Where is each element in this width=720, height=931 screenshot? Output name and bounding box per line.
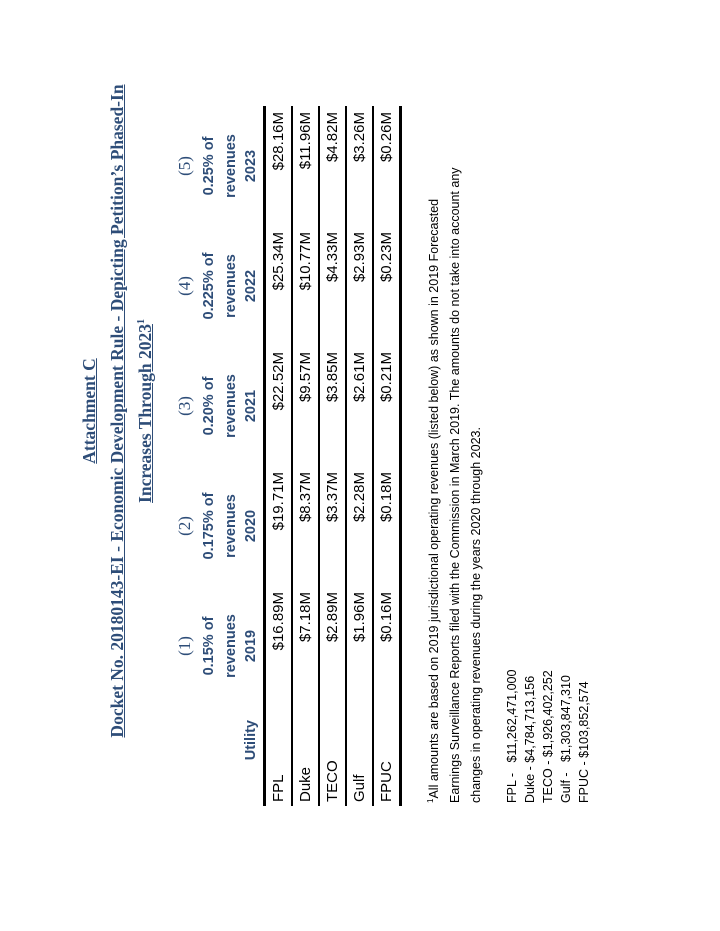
utility-name: Duke — [292, 706, 319, 806]
column-year: 2022 — [239, 226, 265, 346]
value-cell: $8.37M — [292, 466, 319, 586]
attachment-title: Attachment C — [79, 358, 99, 464]
value-cell: $3.26M — [346, 106, 373, 226]
value-cell: $0.18M — [373, 466, 401, 586]
column-year-row — [239, 106, 265, 806]
utility-name: Gulf — [346, 706, 373, 806]
list-item: FPUC - $103,852,574 — [577, 681, 591, 803]
table-row — [373, 106, 401, 806]
list-item: TECO - $1,926,402,252 — [541, 670, 555, 803]
footnote — [420, 83, 487, 803]
column-year: 2021 — [239, 346, 265, 466]
column-number: (1) — [175, 636, 194, 656]
column-number-row — [165, 106, 195, 806]
column-number: (5) — [175, 156, 194, 176]
value-cell: $22.52M — [265, 346, 293, 466]
value-cell: $19.71M — [265, 466, 293, 586]
column-unit-row — [217, 106, 239, 806]
column-unit: revenues — [223, 134, 239, 198]
column-number: (3) — [175, 396, 194, 416]
docket-title: Docket No. 20180143-EI - Economic Development Rule - Depicting Petition’s Phased-In — [107, 84, 127, 738]
value-cell: $16.89M — [265, 586, 293, 706]
revenue-increase-table — [165, 106, 402, 806]
utility-header: Utility — [239, 706, 265, 806]
value-cell: $3.85M — [319, 346, 346, 466]
title-block — [75, 0, 159, 851]
value-cell: $0.23M — [373, 226, 401, 346]
list-item: Gulf - $1,303,847,310 — [559, 675, 573, 803]
column-year: 2020 — [239, 466, 265, 586]
column-number: (2) — [175, 516, 194, 536]
utility-name: FPUC — [373, 706, 401, 806]
column-rate: 0.25% of — [201, 136, 217, 196]
value-cell: $10.77M — [292, 226, 319, 346]
value-cell: $3.37M — [319, 466, 346, 586]
value-cell: $0.21M — [373, 346, 401, 466]
value-cell: $4.33M — [319, 226, 346, 346]
list-item: Duke - $4,784,713,156 — [523, 675, 537, 803]
footnote-marker: 1 — [426, 798, 435, 803]
value-cell: $2.61M — [346, 346, 373, 466]
footnote-line: $^1$All amounts are based on 2019 jurisdictional operating revenues (listed below) as shown in 2019 Forecasted — [426, 198, 442, 803]
column-rate: 0.20% of — [201, 376, 217, 436]
column-unit: revenues — [223, 494, 239, 558]
value-cell: $9.57M — [292, 346, 319, 466]
column-year: 2019 — [239, 586, 265, 706]
column-rate: 0.225% of — [201, 252, 217, 320]
column-unit: revenues — [223, 374, 239, 438]
column-rate: 0.15% of — [201, 616, 217, 676]
table-row — [346, 106, 373, 806]
utility-name: FPL — [265, 706, 293, 806]
table-row — [265, 106, 293, 806]
value-cell: $28.16M — [265, 106, 293, 226]
column-year: 2023 — [239, 106, 265, 226]
revenue-list — [503, 670, 593, 803]
value-cell: $2.89M — [319, 586, 346, 706]
column-unit: revenues — [223, 254, 239, 318]
list-item: FPL - $11,262,471,000 — [505, 669, 519, 803]
utility-name: TECO — [319, 706, 346, 806]
value-cell: $25.34M — [265, 226, 293, 346]
value-cell: $2.28M — [346, 466, 373, 586]
value-cell: $0.16M — [373, 586, 401, 706]
footnote-line: Earnings Surveillance Reports filed with the Commission in March 2019. The amounts do not take into account any — [448, 167, 463, 803]
increases-title-line — [131, 0, 159, 851]
column-number: (4) — [175, 276, 194, 296]
column-rate: 0.175% of — [201, 492, 217, 560]
footnote-line: changes in operating revenues during the years 2020 through 2023. — [469, 427, 484, 803]
value-cell: $4.82M — [319, 106, 346, 226]
value-cell: $2.93M — [346, 226, 373, 346]
value-cell: $0.26M — [373, 106, 401, 226]
footnote-marker-title: 1 — [136, 319, 148, 325]
value-cell: $11.96M — [292, 106, 319, 226]
column-rate-row — [195, 106, 217, 806]
value-cell: $1.96M — [346, 586, 373, 706]
value-cell: $7.18M — [292, 586, 319, 706]
column-unit: revenues — [223, 614, 239, 678]
table-row — [319, 106, 346, 806]
increases-title: Increases Through 2023 — [135, 324, 155, 503]
table-row — [292, 106, 319, 806]
